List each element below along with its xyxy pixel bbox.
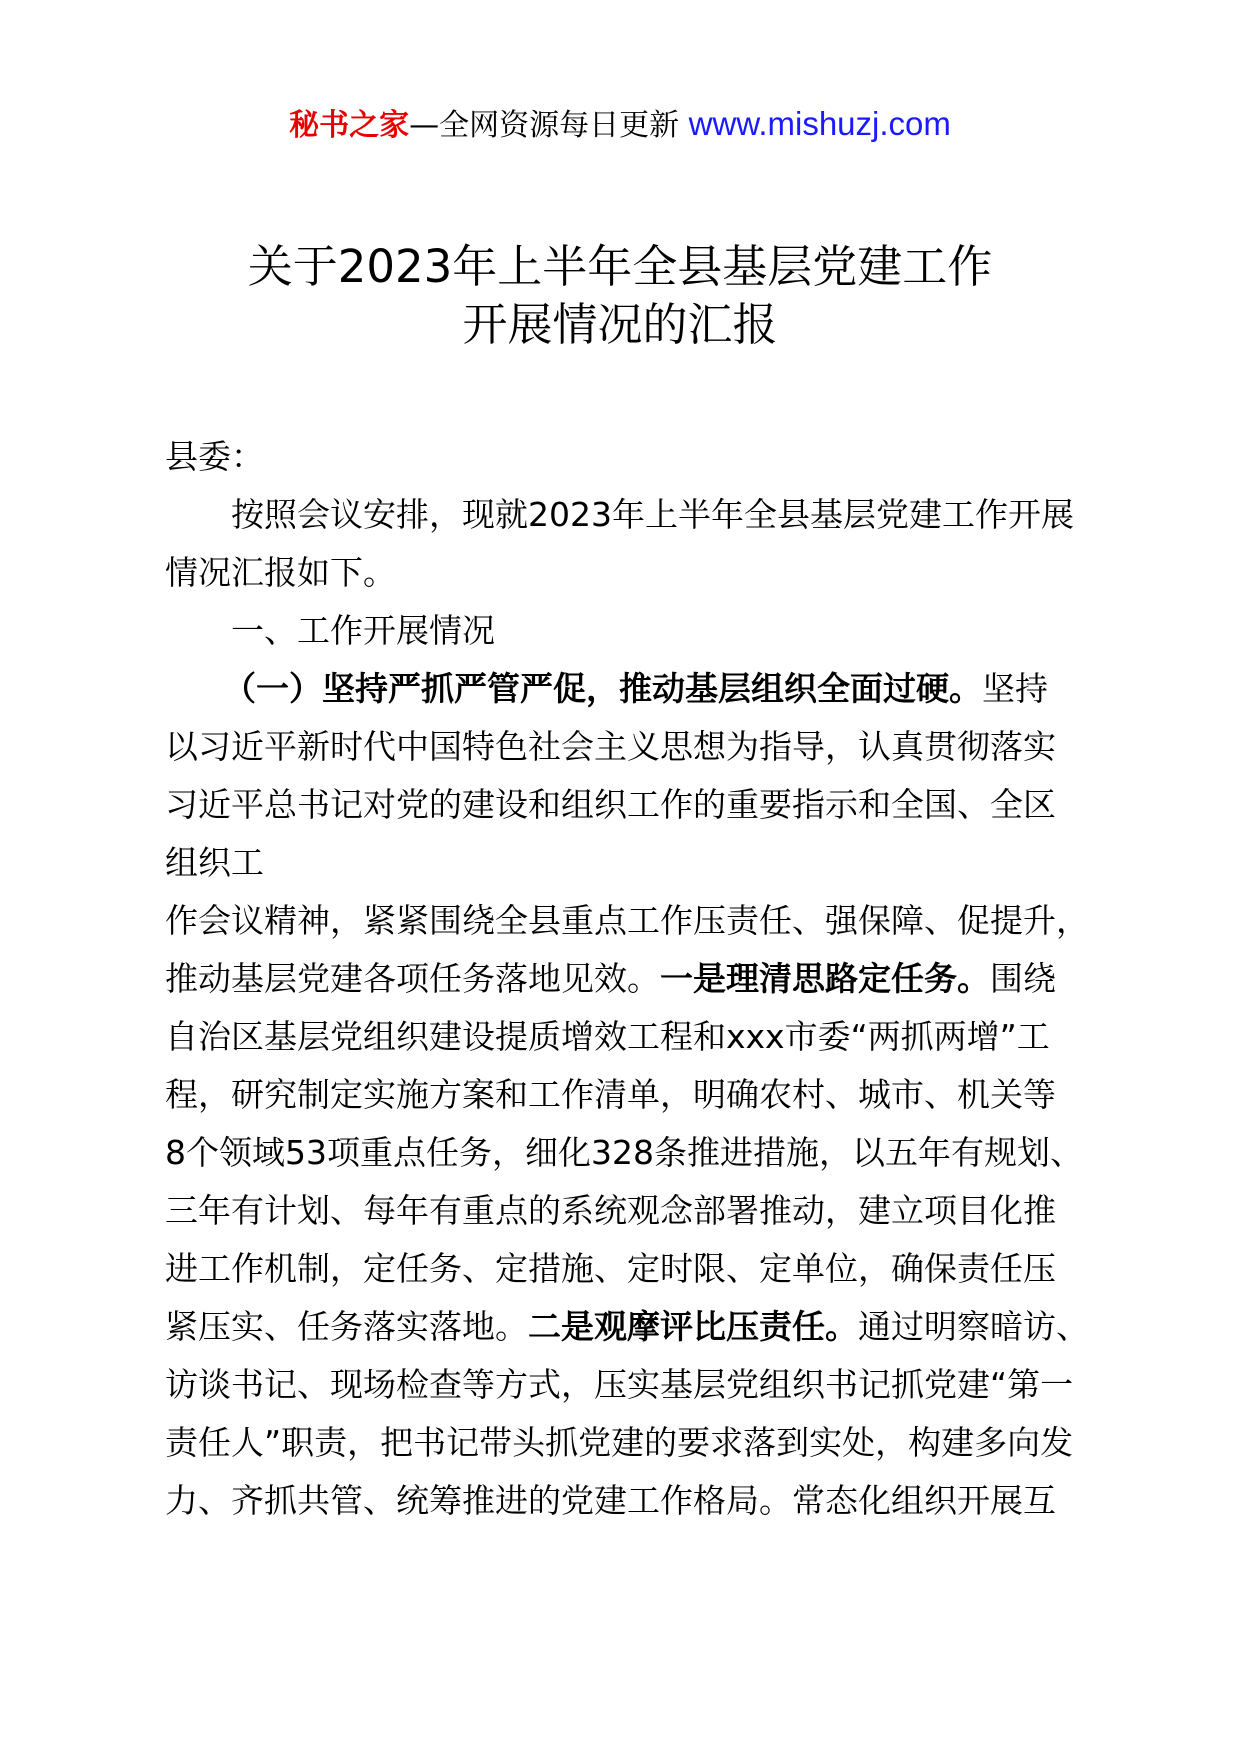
header-tagline: —全网资源每日更新 (409, 108, 680, 143)
salutation: 县委： (165, 437, 264, 476)
paragraph-1-line-14: 责任人”职责，把书记带头抓党建的要求落到实处，构建多向发 (165, 1423, 1074, 1462)
point-heading-2: 二是观摩评比压责任。 (528, 1307, 858, 1346)
paragraph-1-line-7: 自治区基层党组织建设提质增效工程和xxx市委“两抓两增”工 (165, 1017, 1050, 1056)
paragraph-1-line-2: 以习近平新时代中国特色社会主义思想为指导，认真贯彻落实 (165, 727, 1056, 766)
paragraph-1-line-5: 作会议精神，紧紧围绕全县重点工作压责任、强保障、促提升， (165, 901, 1089, 940)
paragraph-text: 紧压实、任务落实落地。 (165, 1307, 528, 1346)
paragraph-1-line-8: 程，研究制定实施方案和工作清单，明确农村、城市、机关等 (165, 1075, 1056, 1114)
paragraph-1-line-6 (165, 950, 1100, 1008)
paragraph-1-line-11: 进工作机制，定任务、定措施、定时限、定单位，确保责任压 (165, 1249, 1056, 1288)
header-brand: 秘书之家 (289, 108, 410, 143)
paragraph-text: 通过明察暗访、 (858, 1307, 1089, 1346)
title-line-1: 关于2023年上半年全县基层党建工作 (247, 240, 993, 293)
paragraph-1-line-10: 三年有计划、每年有重点的系统观念部署推动，建立项目化推 (165, 1191, 1056, 1230)
paragraph-text: 围绕 (990, 959, 1056, 998)
paragraph-1-line-12 (165, 1298, 1100, 1356)
title-line-2: 开展情况的汇报 (462, 298, 778, 351)
paragraph-1-line-9: 8个领域53项重点任务，细化328条推进措施，以五年有规划、 (165, 1133, 1083, 1172)
paragraph-1-line-4: 组织工 (165, 843, 264, 882)
header-url-link[interactable]: www.mishuzj.com (688, 105, 951, 142)
paragraph-text: 坚持 (982, 669, 1048, 708)
paragraph-1-line-13: 访谈书记、现场检查等方式，压实基层党组织书记抓党建“第一 (165, 1365, 1074, 1404)
document-title (0, 238, 1240, 354)
paragraph-text: 推动基层党建各项任务落地见效。 (165, 959, 660, 998)
point-heading-1: 一是理清思路定任务。 (660, 959, 990, 998)
intro-line-1: 按照会议安排，现就2023年上半年全县基层党建工作开展 (231, 495, 1074, 534)
section-heading-1: 一、工作开展情况 (231, 611, 495, 650)
paragraph-1-line-3: 习近平总书记对党的建设和组织工作的重要指示和全国、全区 (165, 785, 1056, 824)
paragraph-1-line-15: 力、齐抓共管、统筹推进的党建工作格局。常态化组织开展互 (165, 1481, 1056, 1520)
paragraph-1-line-1 (165, 660, 1100, 718)
site-header (0, 102, 1240, 148)
intro-line-2: 情况汇报如下。 (165, 553, 396, 592)
subsection-heading-1: （一）坚持严抓严管严促，推动基层组织全面过硬。 (223, 669, 982, 708)
document-body (165, 428, 1100, 1530)
